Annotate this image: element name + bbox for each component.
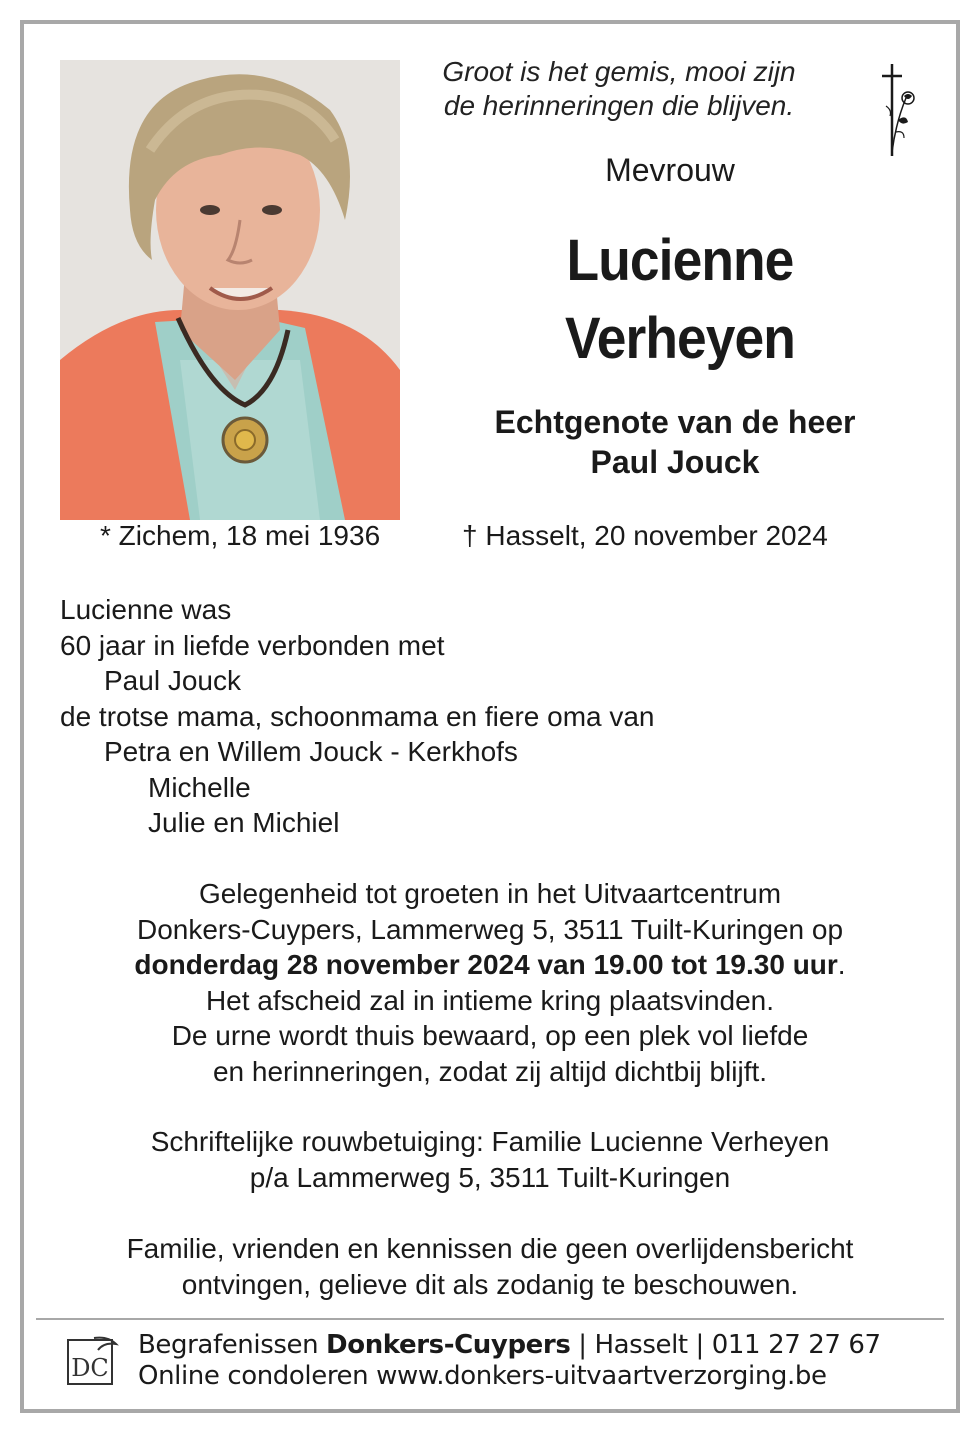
ceremony-date: donderdag 28 november 2024 van 19.00 tot 19.30 uur <box>134 949 838 980</box>
family-line-1: Lucienne was <box>60 594 232 625</box>
condolence-line-2: p/a Lammerweg 5, 3511 Tuilt-Kuringen <box>249 1161 731 1193</box>
portrait-photo <box>60 60 400 520</box>
death-date: † Hasselt, 20 november 2024 <box>462 520 828 551</box>
condolence-line-1: Schriftelijke rouwbetuiging: Familie Lucienne Verheyen <box>150 1126 830 1157</box>
family-line-4: de trotse mama, schoonmama en fiere oma van <box>60 700 655 732</box>
family-list <box>60 592 920 841</box>
family-line-5: Petra en Willem Jouck - Kerkhofs <box>104 736 518 767</box>
footer-company: Donkers-Cuypers <box>326 1330 571 1360</box>
spouse-line-2: Paul Jouck <box>590 444 760 480</box>
quote-line-1: Groot is het gemis, mooi zijn <box>442 56 796 87</box>
ceremony-info <box>40 876 940 1089</box>
footer-line-1 <box>138 1330 938 1361</box>
spouse-line-1: Echtgenote van de heer <box>494 404 856 440</box>
cross-icon <box>872 62 922 162</box>
ceremony-line-1: Gelegenheid tot groeten in het Uitvaartcentrum <box>198 878 782 909</box>
family-line-6: Michelle <box>148 771 251 803</box>
family-line-2: 60 jaar in liefde verbonden met <box>60 629 445 661</box>
footer-info <box>138 1330 938 1392</box>
condolence-address <box>40 1124 940 1195</box>
notice-line-1: Familie, vrienden en kennissen die geen overlijdensbericht <box>126 1233 854 1264</box>
ceremony-period: . <box>837 949 846 980</box>
footer-website[interactable]: Online condoleren www.donkers-uitvaartverzorging.be <box>138 1361 827 1391</box>
birth-date: * Zichem, 18 mei 1936 <box>100 520 381 551</box>
ceremony-line-6: en herinneringen, zodat zij altijd dichtbij blijft. <box>212 1055 768 1087</box>
ceremony-line-4: Het afscheid zal in intieme kring plaatsvinden. <box>205 984 775 1016</box>
family-line-7: Julie en Michiel <box>148 807 340 838</box>
ceremony-line-3 <box>40 947 940 983</box>
quote-line-2: de herinneringen die blijven. <box>443 90 795 121</box>
spouse-info <box>450 402 900 482</box>
family-line-3: Paul Jouck <box>104 665 241 696</box>
footer-divider <box>36 1318 944 1320</box>
footer-contact: | Hasselt | 011 27 27 67 <box>570 1330 881 1360</box>
last-name: Verheyen <box>565 306 795 371</box>
memorial-quote <box>404 55 834 123</box>
ceremony-line-5: De urne wordt thuis bewaard, op een plek vol liefde <box>171 1020 809 1051</box>
deceased-name <box>487 222 873 378</box>
notice-line-2: ontvingen, gelieve dit als zodanig te beschouwen. <box>181 1268 799 1300</box>
logo-letters: DC <box>71 1354 109 1382</box>
footer-prefix: Begrafenissen <box>138 1330 327 1360</box>
first-name: Lucienne <box>566 228 794 293</box>
notice-text <box>40 1231 940 1302</box>
funeral-home-logo <box>64 1334 120 1390</box>
ceremony-line-2: Donkers-Cuypers, Lammerweg 5, 3511 Tuilt-Kuringen op <box>136 913 844 945</box>
honorific-title: Mevrouw <box>605 152 735 188</box>
